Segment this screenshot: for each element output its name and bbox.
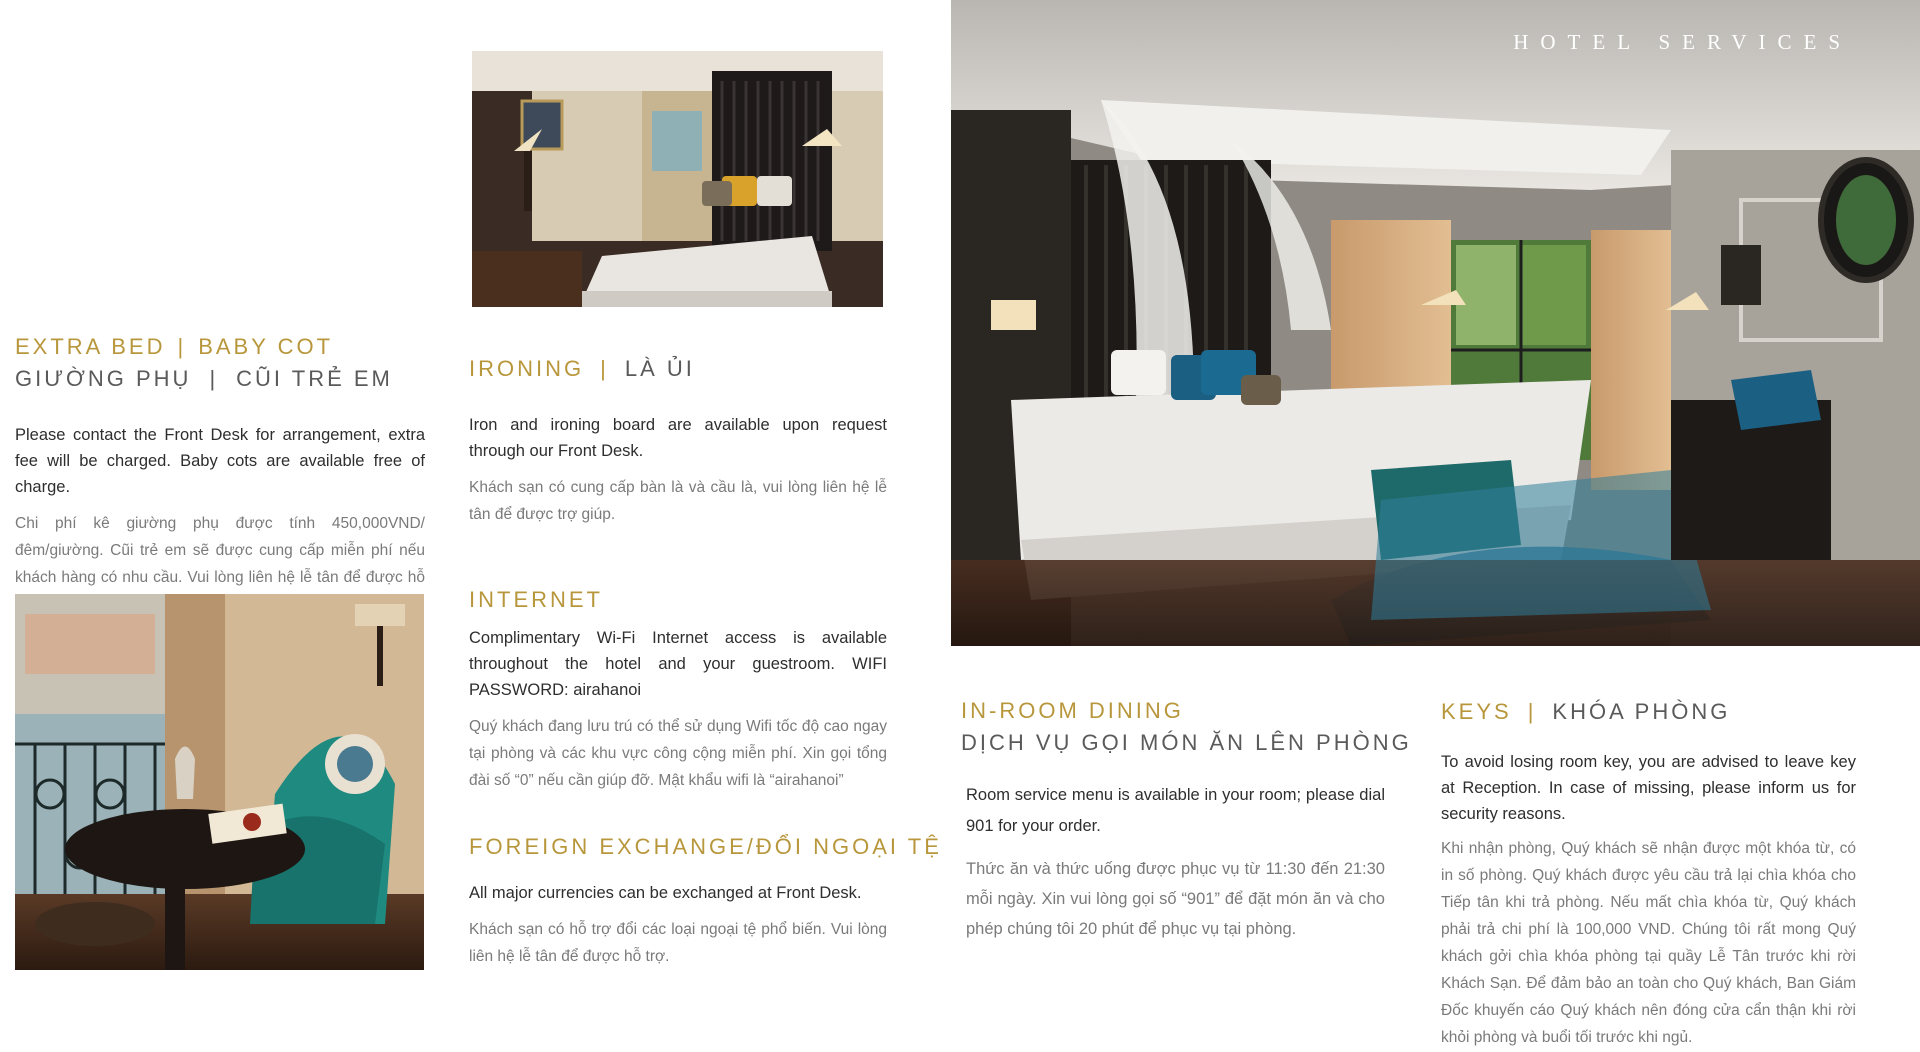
bedroom-photo-small <box>472 51 883 307</box>
ironing-section <box>469 356 887 528</box>
extra-bed-title-en: EXTRA BED | BABY COT <box>15 334 334 359</box>
extra-bed-title-vi: GIƯỜNG PHỤ | CŨI TRẺ EM <box>15 366 393 391</box>
lounge-photo <box>15 594 424 970</box>
keys-section <box>1441 699 1856 1051</box>
foreign-exchange-title: FOREIGN EXCHANGE/ĐỔI NGOẠI TỆ <box>469 834 942 859</box>
in-room-dining-section <box>961 698 1412 944</box>
foreign-exchange-text-vi: Khách sạn có hỗ trợ đổi các loại ngoại tệ phổ biến. Vui lòng liên hệ lễ tân để được hỗ trợ. <box>469 921 887 965</box>
foreign-exchange-section <box>469 834 942 970</box>
internet-title: INTERNET <box>469 587 603 612</box>
internet-text-en: Complimentary Wi-Fi Internet access is available throughout the hotel and your guestroom. WIFI PASSWORD: airahanoi <box>469 629 887 699</box>
in-room-dining-text-en: Room service menu is available in your room; please dial 901 for your order. <box>966 786 1385 835</box>
internet-section <box>469 587 887 794</box>
ironing-text-vi: Khách sạn có cung cấp bàn là và cầu là, vui lòng liên hệ lễ tân để được trợ giúp. <box>469 479 887 523</box>
extra-bed-section <box>15 334 425 618</box>
hotel-services-title: HOTEL SERVICES <box>1513 30 1852 54</box>
keys-title: KEYS | KHÓA PHÒNG <box>1441 699 1731 724</box>
in-room-dining-title-en: IN-ROOM DINING <box>961 698 1184 723</box>
in-room-dining-title-vi: DỊCH VỤ GỌI MÓN ĂN LÊN PHÒNG <box>961 730 1412 755</box>
bedroom-small-illustration <box>472 51 883 307</box>
foreign-exchange-text-en: All major currencies can be exchanged at Front Desk. <box>469 884 862 902</box>
ironing-text-en: Iron and ironing board are available upon request through our Front Desk. <box>469 416 887 460</box>
keys-text-en: To avoid losing room key, you are advised to leave key at Reception. In case of missing, please inform us for security reasons. <box>1441 753 1856 823</box>
lounge-illustration <box>15 594 424 970</box>
hotel-services-hero-photo <box>951 0 1920 646</box>
extra-bed-text-vi: Chi phí kê giường phụ được tính 450,000VND/đêm/giường. Cũi trẻ em sẽ được cung cấp miễn phí nếu khách hàng có nhu cầu. Vui lòng liên hệ lễ tân để được hỗ <box>15 515 425 586</box>
keys-text-vi: Khi nhận phòng, Quý khách sẽ nhận được một khóa từ, có in số phòng. Quý khách được yêu cầu trả lại chìa khóa cho Tiếp tân khi trả phòng. Nếu mất chìa khóa từ, Quý khách phải trả chi phí là 100,000 VND. Chúng tôi rất mong Quý khách gởi chìa khóa phòng tại quầy Lễ Tân trước khi rời Khách Sạn. Để đảm bảo an toàn cho Quý khách, Ban Giám Đốc khuyến cáo Quý khách nên đóng cửa cẩn thận khi rời khỏi phòng và buổi tối trước khi ngủ. <box>1441 840 1856 1046</box>
in-room-dining-text-vi: Thức ăn và thức uống được phục vụ từ 11:30 đến 21:30 mỗi ngày. Xin vui lòng gọi số “901” để đặt món ăn và cho phép chúng tôi 20 phút để phục vụ tại phòng. <box>966 860 1385 938</box>
internet-text-vi: Quý khách đang lưu trú có thể sử dụng Wifi tốc độ cao ngay tại phòng và các khu vực công cộng miễn phí. Xin gọi tổng đài số “0” nếu cần giúp đỡ. Mật khẩu wifi là “airahanoi” <box>469 718 887 789</box>
extra-bed-text-en: Please contact the Front Desk for arrangement, extra fee will be charged. Baby cots are available free of charge. <box>15 426 425 496</box>
ironing-title: IRONING | LÀ ỦI <box>469 356 695 381</box>
suite-illustration <box>951 0 1920 646</box>
